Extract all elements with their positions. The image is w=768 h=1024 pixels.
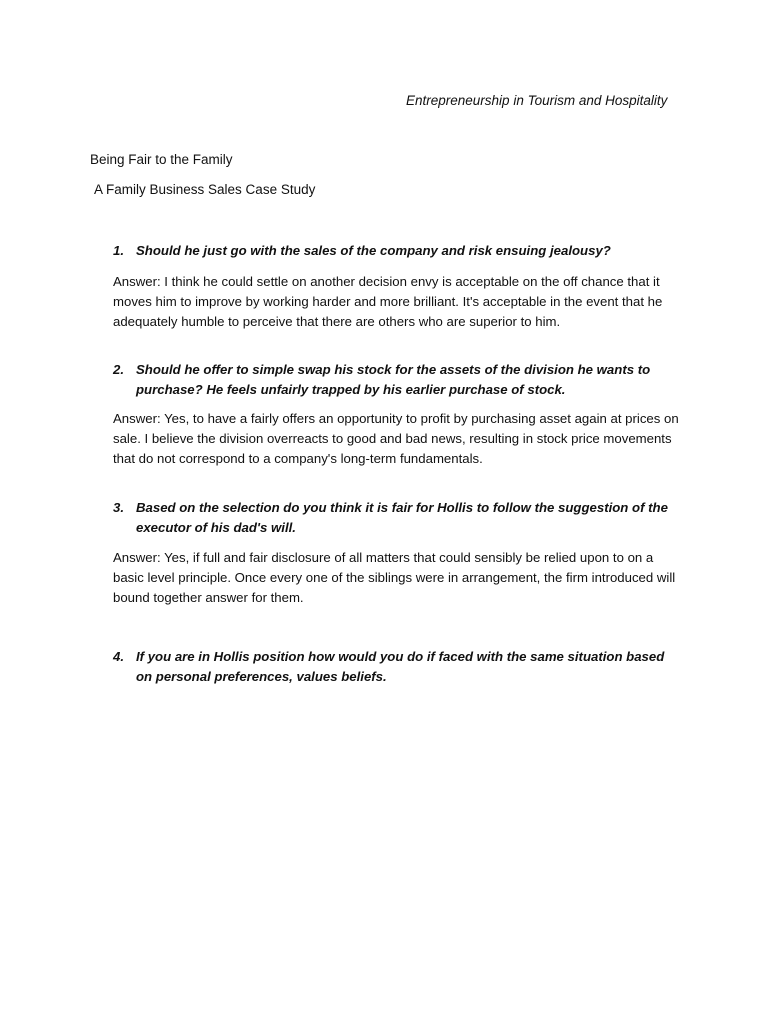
document-title: Being Fair to the Family — [90, 152, 233, 167]
document-subtitle: A Family Business Sales Case Study — [94, 182, 316, 197]
question-text: Should he just go with the sales of the company and risk ensuing jealousy? — [136, 243, 611, 258]
answer-2: Answer: Yes, to have a fairly offers an opportunity to profit by purchasing asset again at prices on sale. I believe the division overreacts to good and bad news, resulting in stock price movements that do not correspond to a company's long-term fundamentals. — [113, 411, 679, 466]
course-title: Entrepreneurship in Tourism and Hospitality — [406, 93, 668, 108]
answer-1: Answer: I think he could settle on another decision envy is acceptable on the off chance that it moves him to improve by working harder and more brilliant. It's acceptable in the event that he adequately humble to perceive that there are others who are superior to him. — [113, 274, 663, 329]
question-text: Based on the selection do you think it is fair for Hollis to follow the suggestion of the executor of his dad's will. — [136, 500, 668, 535]
question-1 — [113, 241, 673, 261]
question-2 — [113, 360, 673, 400]
question-number: 3. — [113, 500, 124, 515]
question-4 — [113, 647, 673, 687]
question-text: If you are in Hollis position how would you do if faced with the same situation based on personal preferences, values beliefs. — [136, 649, 665, 684]
question-number: 2. — [113, 362, 124, 377]
question-3 — [113, 498, 673, 538]
question-number: 1. — [113, 243, 124, 258]
question-number: 4. — [113, 649, 124, 664]
answer-3: Answer: Yes, if full and fair disclosure of all matters that could sensibly be relied upon to on a basic level principle. Once every one of the siblings were in arrangement, the firm introduced will bound together answer for them. — [113, 550, 676, 605]
question-text: Should he offer to simple swap his stock for the assets of the division he wants to purchase? He feels unfairly trapped by his earlier purchase of stock. — [136, 362, 651, 397]
